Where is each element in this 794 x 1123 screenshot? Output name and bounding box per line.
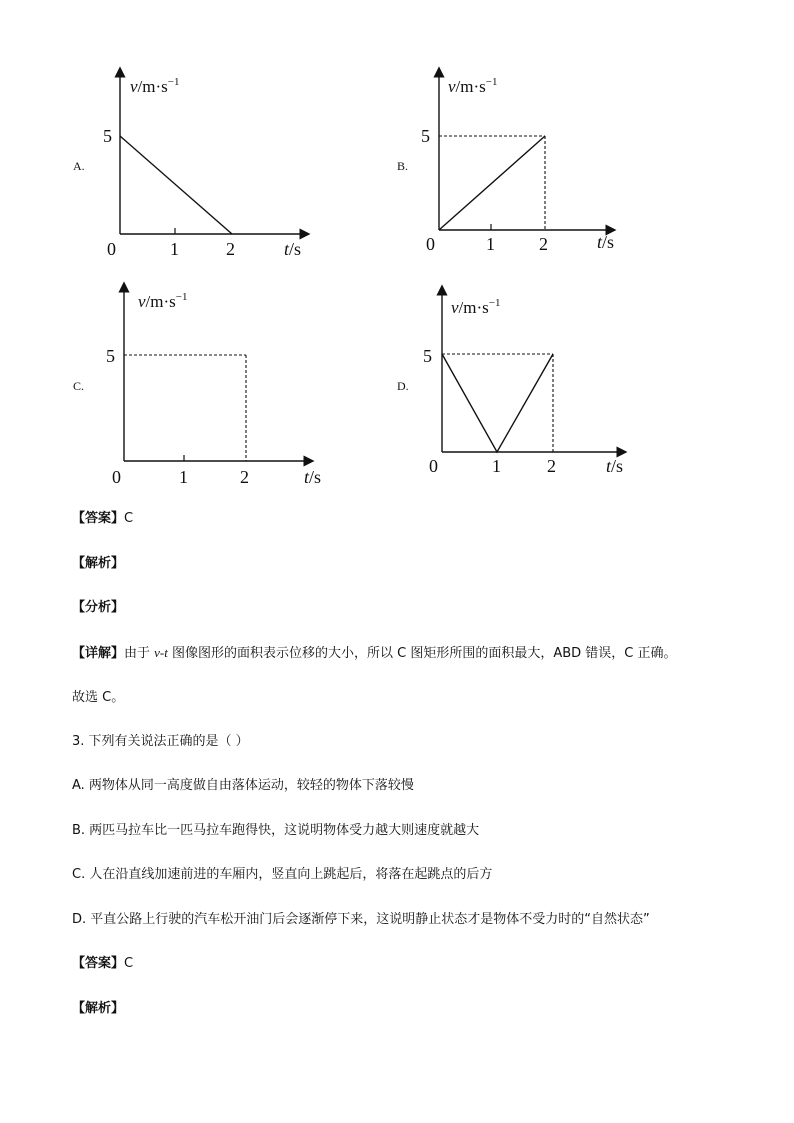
tick-label-1: 1 [492, 456, 501, 476]
detail-line [72, 644, 677, 663]
velocity-line [120, 136, 232, 234]
y-var: v [451, 298, 459, 317]
y-unit: /m·s [145, 292, 176, 311]
y-var: v [130, 77, 138, 96]
y-unit-exponent: −1 [167, 76, 180, 88]
graph-b [419, 72, 639, 262]
fenxi-tag: 【分析】 [72, 600, 125, 615]
x-var: t [597, 232, 603, 252]
x-axis-label [597, 232, 614, 252]
y-axis-label [130, 76, 180, 96]
question-3-option-b: B. 两匹马拉车比一匹马拉车跑得快，这说明物体受力越大则速度就越大 [72, 823, 480, 838]
option-b-letter: B. [397, 159, 409, 173]
answer-value: C [124, 956, 134, 971]
velocity-line [439, 136, 545, 230]
velocity-line [442, 354, 553, 452]
y-axis-label [138, 291, 188, 311]
y-unit-exponent: −1 [485, 76, 498, 88]
y-unit: /m·s [137, 77, 168, 96]
x-var: t [284, 239, 290, 259]
conclusion: 故选 C。 [72, 690, 125, 705]
tick-label-2: 2 [547, 456, 556, 476]
answer-line-2 [72, 955, 133, 973]
x-unit: /s [289, 239, 302, 259]
tick-label-1: 1 [179, 467, 188, 487]
question-3-option-c: C. 人在沿直线加速前进的车厢内，竖直向上跳起后，将落在起跳点的后方 [72, 867, 493, 882]
graph-d [422, 290, 642, 480]
question-3-option-d: D. 平直公路上行驶的汽车松开油门后会逐渐停下来，这说明静止状态才是物体不受力时的“自然状态” [72, 912, 650, 927]
y-unit: /m·s [455, 77, 486, 96]
x-var: t [606, 456, 612, 476]
detail-vt: v-t [154, 645, 168, 660]
detail-post: 图像图形的面积表示位移的大小，所以 C 图矩形所围的面积最大，ABD 错误，C 正确。 [167, 646, 677, 661]
tick-label-2: 2 [240, 467, 249, 487]
x-axis-label [304, 467, 321, 487]
tick-label-5: 5 [106, 346, 115, 366]
x-axis-label [606, 456, 623, 476]
answer-tag: 【答案】 [72, 511, 125, 526]
y-unit-exponent: −1 [488, 297, 501, 309]
x-unit: /s [602, 232, 615, 252]
x-axis-label [284, 239, 301, 259]
analysis-tag-1: 【解析】 [72, 556, 125, 571]
detail-pre: 由于 [124, 646, 155, 661]
tick-label-1: 1 [170, 239, 179, 259]
option-d-letter: D. [397, 379, 409, 393]
question-3-option-a: A. 两物体从同一高度做自由落体运动，较轻的物体下落较慢 [72, 778, 414, 793]
tick-label-0: 0 [107, 239, 116, 259]
answer-line-1 [72, 510, 133, 528]
tick-label-5: 5 [421, 126, 430, 146]
y-unit: /m·s [458, 298, 489, 317]
answer-tag: 【答案】 [72, 956, 125, 971]
graph-a [100, 72, 320, 262]
y-unit-exponent: −1 [175, 291, 188, 303]
answer-value: C [124, 511, 134, 526]
tick-label-5: 5 [423, 346, 432, 366]
tick-label-0: 0 [112, 467, 121, 487]
detail-tag: 【详解】 [72, 646, 125, 661]
tick-label-5: 5 [103, 126, 112, 146]
tick-label-0: 0 [426, 234, 435, 254]
analysis-tag-2: 【解析】 [72, 1001, 125, 1016]
tick-label-0: 0 [429, 456, 438, 476]
x-var: t [304, 467, 310, 487]
tick-label-2: 2 [226, 239, 235, 259]
y-axis-label [451, 297, 501, 317]
x-unit: /s [611, 456, 624, 476]
tick-label-2: 2 [539, 234, 548, 254]
x-unit: /s [309, 467, 322, 487]
tick-label-1: 1 [486, 234, 495, 254]
question-3-stem: 3. 下列有关说法正确的是（ ） [72, 734, 249, 749]
y-axis-label [448, 76, 498, 96]
graph-c [104, 287, 334, 487]
option-a-letter: A. [73, 159, 85, 173]
y-var: v [138, 292, 146, 311]
y-var: v [448, 77, 456, 96]
option-c-letter: C. [73, 379, 85, 393]
